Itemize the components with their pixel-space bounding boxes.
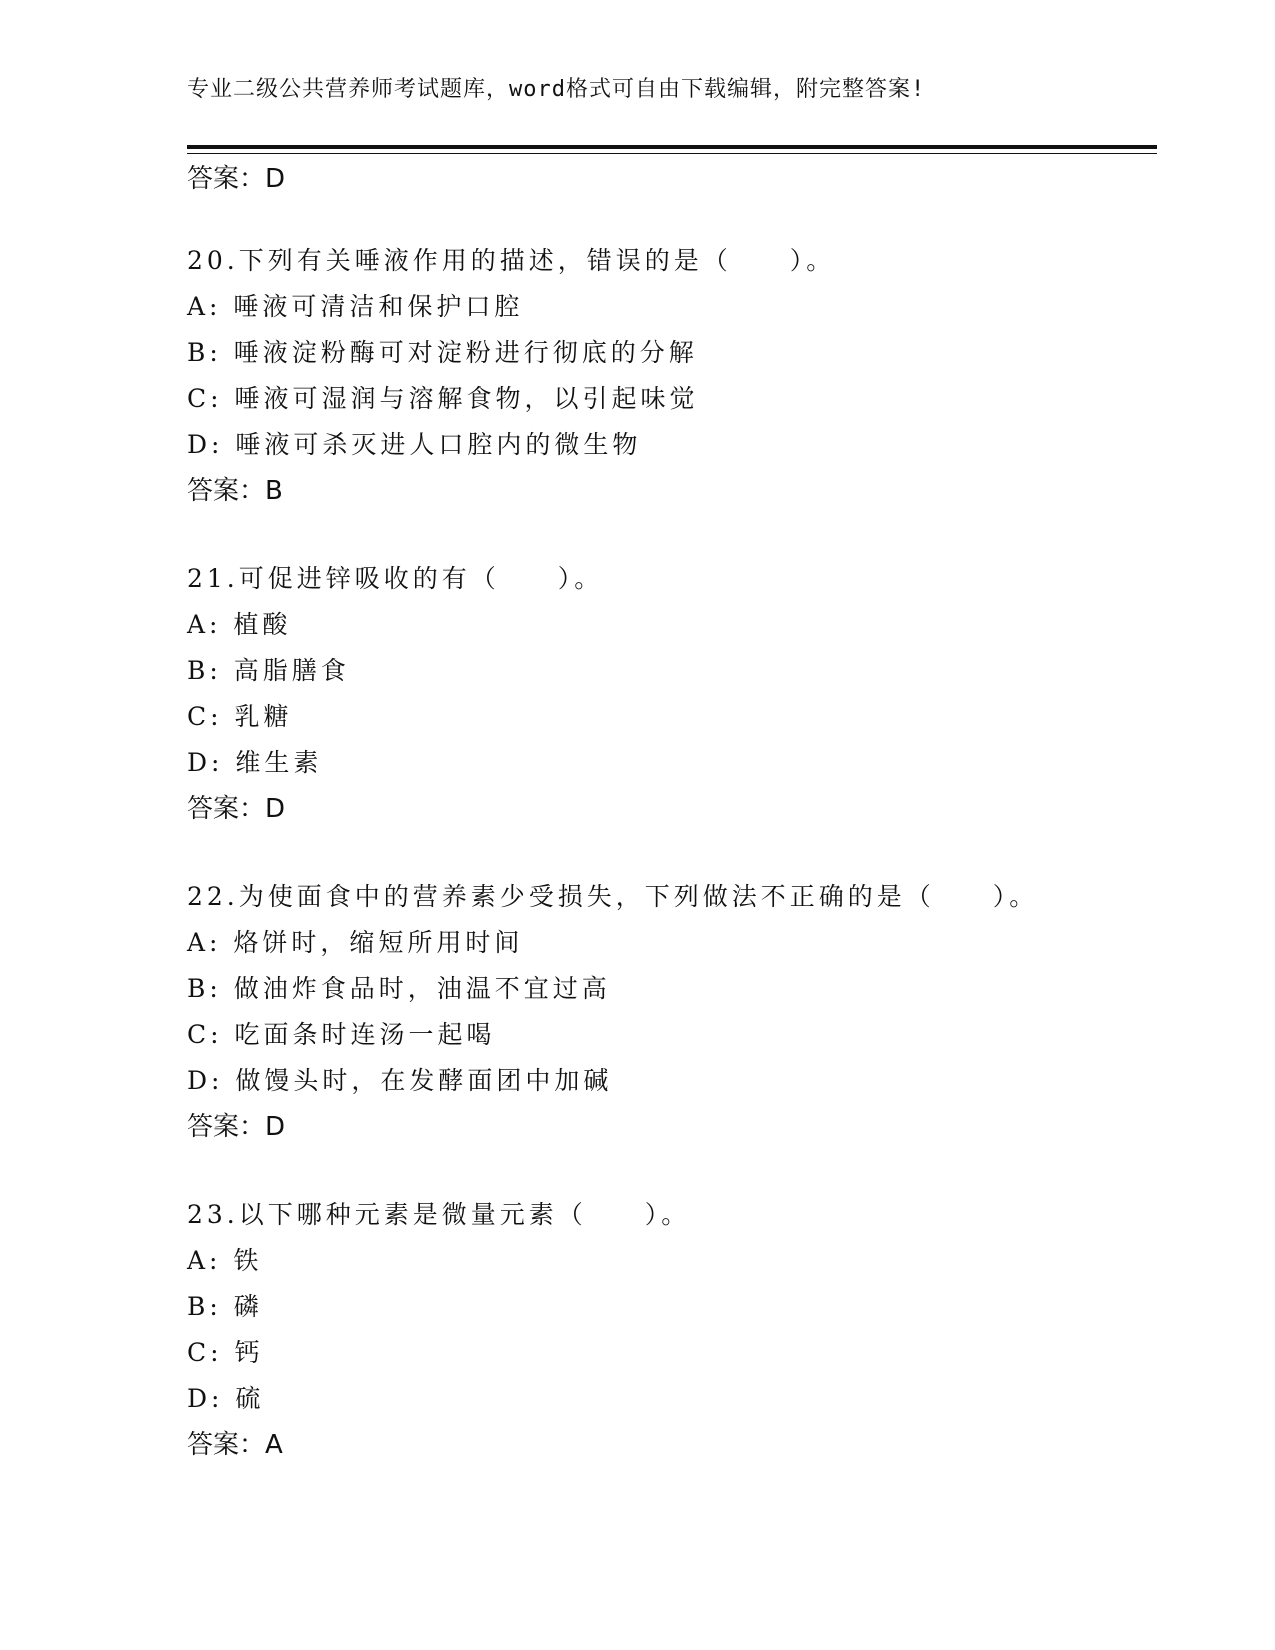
option-d: D: 唾液可杀灭进人口腔内的微生物 bbox=[187, 430, 642, 459]
answer: 答案：A bbox=[187, 1430, 283, 1460]
option-c: C: 唾液可湿润与溶解食物，以引起味觉 bbox=[187, 384, 699, 413]
question-23 bbox=[187, 1192, 690, 1468]
question-20 bbox=[187, 238, 835, 514]
question-21 bbox=[187, 556, 603, 832]
question-stem: 20.下列有关唾液作用的描述，错误的是（ ）。 bbox=[187, 246, 836, 275]
option-a: A: 铁 bbox=[187, 1246, 263, 1275]
question-stem: 23.以下哪种元素是微量元素（ ）。 bbox=[187, 1200, 691, 1229]
option-a: A: 唾液可清洁和保护口腔 bbox=[187, 292, 524, 321]
question-22 bbox=[187, 874, 1038, 1150]
option-c: C: 吃面条时连汤一起喝 bbox=[187, 1020, 496, 1049]
option-b: B: 唾液淀粉酶可对淀粉进行彻底的分解 bbox=[187, 338, 698, 367]
option-b: B: 高脂膳食 bbox=[187, 656, 350, 685]
answer: 答案：B bbox=[187, 476, 283, 506]
header-divider bbox=[187, 145, 1157, 154]
option-c: C: 乳糖 bbox=[187, 702, 293, 731]
question-stem: 22.为使面食中的营养素少受损失，下列做法不正确的是（ ）。 bbox=[187, 882, 1039, 911]
option-d: D: 硫 bbox=[187, 1384, 265, 1413]
page-header: 专业二级公共营养师考试题库，word格式可自由下载编辑，附完整答案! bbox=[187, 77, 926, 102]
option-d: D: 做馒头时，在发酵面团中加碱 bbox=[187, 1066, 613, 1095]
option-d: D: 维生素 bbox=[187, 748, 323, 777]
option-a: A: 植酸 bbox=[187, 610, 292, 639]
option-a: A: 烙饼时，缩短所用时间 bbox=[187, 928, 524, 957]
option-b: B: 磷 bbox=[187, 1292, 263, 1321]
answer: 答案：D bbox=[187, 1112, 286, 1142]
question-stem: 21.可促进锌吸收的有（ ）。 bbox=[187, 564, 604, 593]
option-c: C: 钙 bbox=[187, 1338, 264, 1367]
option-b: B: 做油炸食品时，油温不宜过高 bbox=[187, 974, 611, 1003]
answer: 答案：D bbox=[187, 794, 286, 824]
answer-19: 答案：D bbox=[187, 164, 286, 194]
